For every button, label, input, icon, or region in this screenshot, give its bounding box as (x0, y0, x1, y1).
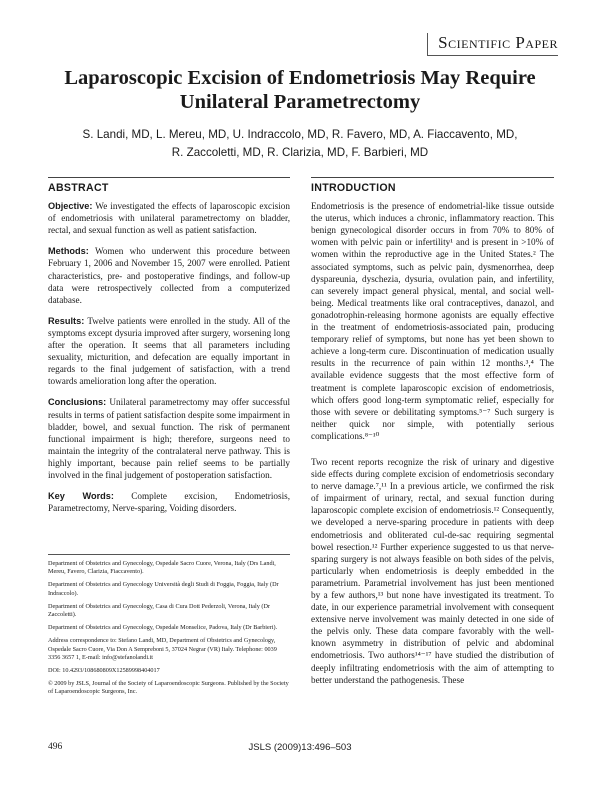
doi: DOI: 10.4293/108680809X12589998404017 (48, 667, 160, 675)
affiliation: Department of Obstetrics and Gynecology Università degli Studi di Foggia, Foggia, Italy (Dr Indraccolo). (48, 581, 279, 597)
affiliation: Department of Obstetrics and Gynecology, Ospedale Monselice, Padova, Italy (Dr Barbieri). (48, 624, 278, 632)
affiliation: Department of Obstetrics and Gynecology, Casa di Cura Dott Pederzoli, Verona, Italy (Dr Zaccoletti). (48, 602, 270, 619)
author-list (40, 126, 560, 162)
journal-reference: JSLS (2009)13:496–503 (248, 742, 352, 753)
abstract-results: Results: Twelve patients were enrolled in the study. All of the symptoms except dysuria improved after surgery, worsening long after the operation. It seems that all parameters including sexuality, micturition, and defecation are equally important in regards to the final judgement of satisfaction, with a trend towards amelioration long after the operation. (48, 315, 290, 387)
introduction-paragraph: Two recent reports recognize the risk of urinary and digestive side effects during complete excision of endometriosis secondary to nerve damage.⁷,¹¹ In a previous article, we confirmed the risk of impairment of urinary, rectal, and sexual function during laparoscopic complete excision of endometriosis.¹² Consequently, we developed a nerve-sparing procedure in patients with deep endometriosis and obliterated cul-de-sac requiring segmental bowel resection.¹² Further experience suggested to us that nerve-sparing surgery is not always feasible on both sides of the pelvis, particularly when endometriosis is deeply embedded in the parametrium. Parametrial involvement has just been mentioned by a few authors,¹³ but none have investigated its treatment. To date, in our experience parametrial involvement with consequent extensive nerve involvement was mainly detected in one side of the pelvis only. These data compare favorably with the well-known asymmetry in distribution of pelvic and abdominal endometriosis. Two authors¹⁴⁻¹⁷ have studied the distribution of deeply infiltrating endometriosis with the aim of attempting to better understand the pathogenesis. These (311, 456, 554, 685)
abstract-heading: ABSTRACT (48, 182, 109, 194)
correspondence: Address correspondence to: Stefano Landi, MD, Department of Obstetrics and Gynecology, Ospedale Sacro Cuore, Via Don A Sempreboni 5, 37024 Negrar (VR) Italy. Telephone: 0039 3356 3657 1, E-mail: info@stefanolandi.it (48, 637, 277, 661)
introduction-heading: INTRODUCTION (311, 182, 396, 194)
abstract-objective: Objective: We investigated the effects of laparoscopic excision of endometriosis with unilateral parametrectomy on bladder, rectal, and sexual function as well as patient satisfaction. (48, 201, 290, 236)
affiliations (48, 560, 290, 702)
abstract-keywords: Key Words: Complete excision, Endometriosis, Parametrectomy, Nerve-sparing, Voiding disorders. (48, 491, 290, 514)
abstract-methods: Methods: Women who underwent this procedure between February 1, 2006 and November 15, 2007 were enrolled. Patient characteristics, pre- and postoperative findings, and follow-up data were retrospectively collected from a computerized database. (48, 246, 290, 305)
authors-line: R. Zaccoletti, MD, R. Clarizia, MD, F. Barbieri, MD (171, 146, 429, 159)
article-title: Laparoscopic Excision of Endometriosis May Require Unilateral Parametrectomy (64, 67, 536, 113)
copyright: © 2009 by JSLS, Journal of the Society of Laparoendoscopic Surgeons. Published by the Society of Laparoendoscopic Surgeons, Inc. (48, 680, 289, 696)
page-number: 496 (48, 742, 63, 752)
abstract-top-rule (48, 177, 290, 178)
intro-top-rule (311, 177, 554, 178)
abstract-conclusions: Conclusions: Unilateral parametrectomy may offer successful results in terms of patient satisfaction despite some impairment in bladder, bowel, and sexual function. The risk of permanent functional impairment is high; therefore, surgeons need to maintain the integrity of the contralateral nerve pathway. This is highly important, because pain relief seems to be partially involved in the final judgement of postoperation satisfaction. (48, 397, 290, 480)
abstract-column (48, 182, 290, 523)
affiliation: Department of Obstetrics and Gynecology, Ospedale Sacro Cuore, Verona, Italy (Drs Landi, Mereu, Favero, Clarizia, Fiaccavento). (48, 560, 276, 576)
section-label: Scientific Paper (427, 33, 558, 56)
introduction-column (311, 182, 554, 695)
affiliations-rule (48, 554, 290, 555)
introduction-paragraph: Endometriosis is the presence of endometrial-like tissue outside the uterus, which induces a chronic, inflammatory reaction. This benign gynecological disorder occurs in from 70% to 80% of women with pelvic pain or infertility¹ and is present in >10% of women within the reproductive age in the United States.² The associated symptoms, such as pelvic pain, dysmenorrhea, deep dyspareunia, dyschezia, dysuria, ovulation pain, and infertility, can severely impact general physical, mental, and social well-being. Medical treatments like oral contraceptives, danazol, and gonadotrophin-releasing hormone agonists are equally effective in the treatment of endometriosis-associated pain, producing temporary relief of symptoms, but none has yet been shown to achieve a long-term cure. Discontinuation of medication usually results in the recurrence of pain within 12 months.³,⁴ The available evidence suggests that the most effective form of treatment is complete laparoscopic excision of endometriosis, which offers good long-term symptomatic relief, especially for those with severe or debilitating symptoms.⁵⁻⁷ Such surgery is neither quick nor simple, with potentially serious complications.⁸⁻¹⁰ (311, 201, 554, 441)
authors-line: S. Landi, MD, L. Mereu, MD, U. Indraccolo, MD, R. Favero, MD, A. Fiaccavento, MD, (82, 128, 518, 141)
